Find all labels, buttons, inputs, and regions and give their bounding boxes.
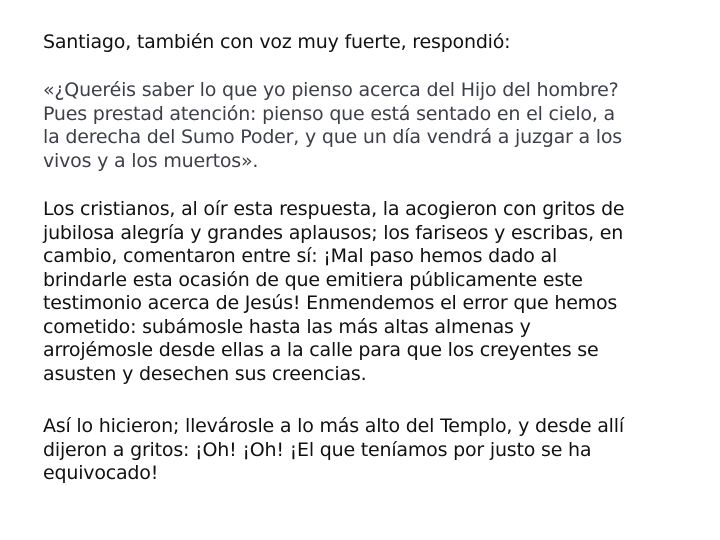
quoted-speech: «¿Queréis saber lo que yo pienso acerca del Hijo del hombre? Pues prestad atención: pienso que está sentado en el cielo, a la derecha del Sumo Poder, y que un día vendrá a juzgar a los vivos y a los muertos». <box>43 79 622 172</box>
paragraph-reaction: Los cristianos, al oír esta respuesta, la acogieron con gritos de jubilosa alegría y grandes aplausos; los fariseos y escribas, en cambio, comentaron entre sí: ¡Mal paso hemos dado al brindarle esta ocasión de que emitiera públicamente este testimonio acerca de Jesús! Enmendemos el error que hemos cometido: subámosle hasta las más altas almenas y arrojémosle desde ellas a la calle para que los creyentes se asusten y desechen sus creencias. <box>43 198 625 385</box>
intro-line: Santiago, también con voz muy fuerte, respondió: <box>43 31 511 53</box>
paragraph-outcome: Así lo hicieron; llevárosle a lo más alto del Templo, y desde allí dijeron a gritos: ¡Oh! ¡Oh! ¡El que teníamos por justo se ha equivocado! <box>43 415 624 484</box>
